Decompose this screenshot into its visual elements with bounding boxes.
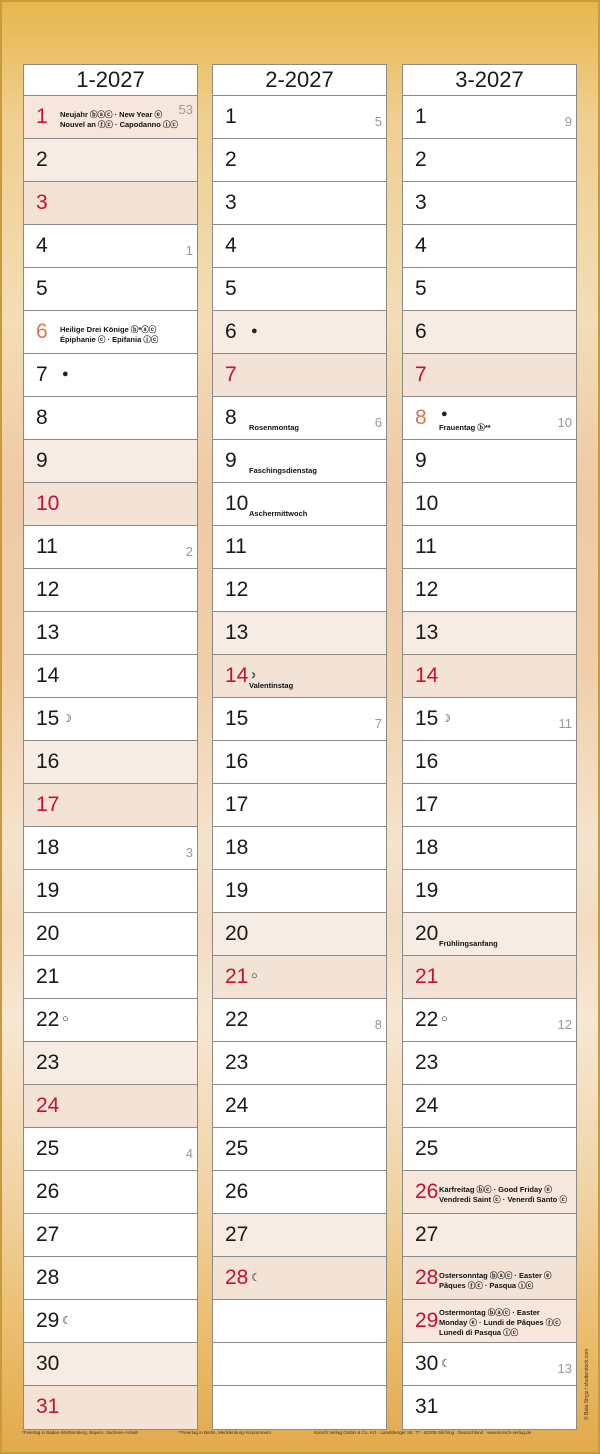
month-title: 2-2027	[213, 65, 386, 96]
holiday-note	[439, 1185, 567, 1205]
day-row	[403, 311, 576, 354]
day-row	[213, 139, 386, 182]
day-number: 5	[225, 277, 237, 300]
moon-phase-icon: ○	[62, 1013, 69, 1025]
week-number: 4	[185, 1146, 193, 1161]
day-row	[403, 1386, 576, 1429]
day-row	[403, 483, 576, 526]
day-number: 2	[225, 148, 237, 171]
day-list	[213, 96, 386, 1429]
day-row	[24, 1042, 197, 1085]
day-row	[403, 182, 576, 225]
month-title: 3-2027	[403, 65, 576, 96]
day-row	[24, 999, 197, 1042]
day-number: 31	[36, 1395, 60, 1418]
moon-phase-icon: ☽	[441, 713, 451, 725]
day-row	[403, 268, 576, 311]
day-number: 7	[415, 363, 427, 386]
holiday-line: Lunedì di Pasqua ⓘⓒ	[439, 1328, 519, 1337]
day-number: 8	[36, 406, 48, 429]
day-row	[24, 1300, 197, 1343]
day-number: 11	[225, 535, 247, 558]
holiday-note	[439, 1308, 561, 1338]
day-number: 4	[36, 234, 48, 257]
footnote-holiday-2: **Feiertag in Berlin, Mecklenburg-Vorpommern	[178, 1430, 272, 1435]
holiday-note	[439, 423, 491, 433]
day-row	[213, 1171, 386, 1214]
day-number: 14	[225, 664, 249, 687]
day-row	[213, 96, 386, 139]
day-row	[213, 483, 386, 526]
day-row	[24, 655, 197, 698]
day-row	[403, 1343, 576, 1386]
holiday-note	[249, 423, 299, 433]
holiday-line: Ostermontag ⓑⓐⓒ · Easter	[439, 1308, 540, 1317]
holiday-note	[249, 466, 317, 476]
day-number: 26	[36, 1180, 60, 1203]
day-row	[24, 1128, 197, 1171]
day-number: 18	[415, 836, 439, 859]
day-number: 18	[225, 836, 249, 859]
day-number: 6	[415, 320, 427, 343]
day-number: 19	[36, 879, 60, 902]
day-row	[213, 311, 386, 354]
moon-phase-icon: ●	[251, 325, 258, 337]
day-row	[24, 956, 197, 999]
day-row	[24, 1085, 197, 1128]
day-row	[213, 354, 386, 397]
day-number: 23	[415, 1051, 439, 1074]
day-row	[403, 655, 576, 698]
day-number: 3	[415, 191, 427, 214]
day-number: 6	[36, 320, 48, 343]
day-row	[24, 96, 197, 139]
day-number: 11	[36, 535, 58, 558]
holiday-line: Ostersonntag ⓑⓐⓒ · Easter ⓔ	[439, 1271, 552, 1280]
holiday-note	[60, 110, 178, 130]
day-row	[213, 827, 386, 870]
day-row	[403, 612, 576, 655]
day-number: 20	[36, 922, 60, 945]
day-number: 12	[36, 578, 60, 601]
day-number: 21	[36, 965, 60, 988]
month-column-january	[23, 64, 198, 1430]
day-row	[24, 913, 197, 956]
moon-phase-icon: ○	[251, 970, 258, 982]
day-row	[403, 827, 576, 870]
day-row	[213, 1343, 386, 1386]
month-column-march	[402, 64, 577, 1430]
moon-phase-icon: ●	[441, 408, 448, 420]
day-row	[213, 698, 386, 741]
day-row	[213, 182, 386, 225]
week-number: 5	[374, 114, 382, 129]
day-number: 19	[415, 879, 439, 902]
day-number: 27	[415, 1223, 439, 1246]
day-number: 12	[225, 578, 249, 601]
day-row	[24, 397, 197, 440]
day-row	[403, 569, 576, 612]
week-number: 6	[374, 415, 382, 430]
day-number: 8	[225, 406, 237, 429]
day-number: 3	[36, 191, 48, 214]
day-row	[213, 741, 386, 784]
week-number: 13	[557, 1361, 572, 1376]
holiday-line: ☽	[249, 671, 256, 680]
day-number: 14	[415, 664, 439, 687]
day-row	[24, 526, 197, 569]
day-number: 24	[225, 1094, 249, 1117]
day-row	[213, 1300, 386, 1343]
day-row	[24, 1257, 197, 1300]
moon-phase-icon: ☾	[251, 1272, 261, 1284]
day-row	[213, 397, 386, 440]
day-row	[213, 1386, 386, 1429]
day-row	[24, 1386, 197, 1429]
day-row	[24, 1214, 197, 1257]
day-row	[213, 784, 386, 827]
day-row	[403, 397, 576, 440]
holiday-note	[249, 509, 307, 519]
photo-credit: © Bata Stryjz / shutterstock.com	[584, 1348, 590, 1420]
day-list	[403, 96, 576, 1429]
day-row	[403, 1085, 576, 1128]
day-number: 16	[36, 750, 60, 773]
holiday-note	[249, 671, 293, 691]
day-number: 1	[225, 105, 237, 128]
holiday-line: Valentinstag	[249, 681, 294, 690]
moon-phase-icon: ○	[441, 1013, 448, 1025]
day-row	[403, 139, 576, 182]
holiday-note	[439, 939, 498, 949]
day-number: 4	[415, 234, 427, 257]
day-number: 15	[225, 707, 249, 730]
day-number: 25	[415, 1137, 439, 1160]
day-number: 9	[415, 449, 427, 472]
day-row	[24, 569, 197, 612]
day-row	[403, 1128, 576, 1171]
week-number: 12	[557, 1017, 572, 1032]
day-number: 7	[36, 363, 48, 386]
day-number: 31	[415, 1395, 439, 1418]
day-row	[403, 225, 576, 268]
day-number: 28	[225, 1266, 249, 1289]
day-row	[403, 698, 576, 741]
day-row	[24, 483, 197, 526]
day-number: 20	[225, 922, 249, 945]
holiday-line: Neujahr ⓑⓐⓒ · New Year ⓔ	[60, 110, 162, 119]
day-number: 26	[415, 1180, 439, 1203]
day-row	[403, 1214, 576, 1257]
day-number: 1	[36, 105, 48, 128]
day-row	[213, 1085, 386, 1128]
day-row	[213, 1042, 386, 1085]
day-row	[403, 1300, 576, 1343]
day-row	[213, 225, 386, 268]
week-number: 9	[564, 114, 572, 129]
day-number: 15	[36, 707, 60, 730]
holiday-line: Faschingsdienstag	[249, 466, 317, 475]
day-row	[213, 569, 386, 612]
day-number: 24	[36, 1094, 60, 1117]
day-number: 28	[415, 1266, 439, 1289]
day-row	[213, 999, 386, 1042]
day-number: 17	[415, 793, 439, 816]
holiday-line: Frauentag ⓑ**	[439, 423, 491, 432]
holiday-line: Vendredi Saint ⓒ · Venerdì Santo ⓒ	[439, 1195, 567, 1204]
holiday-line: Pâques ⓕⓒ · Pasqua ⓘⓒ	[439, 1281, 534, 1290]
holiday-line: Nouvel an ⓕⓒ · Capodanno ⓘⓒ	[60, 120, 178, 129]
day-row	[213, 268, 386, 311]
day-row	[403, 870, 576, 913]
day-row	[403, 354, 576, 397]
day-row	[24, 1171, 197, 1214]
day-list	[24, 96, 197, 1429]
day-number: 27	[36, 1223, 60, 1246]
week-number: 1	[185, 243, 193, 258]
day-number: 30	[415, 1352, 439, 1375]
day-number: 30	[36, 1352, 60, 1375]
day-number: 16	[415, 750, 439, 773]
week-number: 8	[374, 1017, 382, 1032]
day-number: 27	[225, 1223, 249, 1246]
day-number: 23	[225, 1051, 249, 1074]
day-number: 12	[415, 578, 439, 601]
day-row	[213, 440, 386, 483]
day-number: 24	[415, 1094, 439, 1117]
day-number: 28	[36, 1266, 60, 1289]
day-number: 15	[415, 707, 439, 730]
day-number: 19	[225, 879, 249, 902]
holiday-line: Monday ⓔ · Lundi de Pâques ⓕⓒ	[439, 1318, 561, 1327]
day-number: 10	[415, 492, 439, 515]
day-number: 20	[415, 922, 439, 945]
day-row	[403, 741, 576, 784]
day-number: 11	[415, 535, 437, 558]
day-number: 22	[415, 1008, 439, 1031]
day-number: 13	[225, 621, 249, 644]
month-title: 1-2027	[24, 65, 197, 96]
day-number: 5	[415, 277, 427, 300]
day-row	[403, 1042, 576, 1085]
day-row	[24, 268, 197, 311]
day-row	[24, 225, 197, 268]
week-number: 11	[558, 716, 572, 731]
day-number: 22	[36, 1008, 60, 1031]
day-number: 2	[415, 148, 427, 171]
week-number: 3	[185, 845, 193, 860]
day-row	[24, 612, 197, 655]
day-row	[403, 956, 576, 999]
day-number: 5	[36, 277, 48, 300]
day-row	[213, 1214, 386, 1257]
week-number: 7	[374, 716, 382, 731]
day-row	[403, 96, 576, 139]
day-number: 22	[225, 1008, 249, 1031]
moon-phase-icon: ☽	[62, 713, 72, 725]
week-number: 2	[185, 544, 193, 559]
day-row	[213, 870, 386, 913]
day-row	[24, 182, 197, 225]
day-row	[24, 139, 197, 182]
day-number: 13	[415, 621, 439, 644]
day-row	[213, 913, 386, 956]
holiday-line: Rosenmontag	[249, 423, 300, 432]
day-row	[403, 1257, 576, 1300]
day-row	[403, 913, 576, 956]
day-row	[24, 827, 197, 870]
day-row	[213, 655, 386, 698]
day-row	[24, 741, 197, 784]
day-number: 25	[36, 1137, 60, 1160]
holiday-line: Aschermittwoch	[249, 509, 308, 518]
day-number: 29	[36, 1309, 60, 1332]
day-number: 23	[36, 1051, 60, 1074]
holiday-line: Karfreitag ⓑⓒ · Good Friday ⓔ	[439, 1185, 552, 1194]
day-row	[24, 354, 197, 397]
day-number: 29	[415, 1309, 439, 1332]
day-number: 13	[36, 621, 60, 644]
day-number: 26	[225, 1180, 249, 1203]
day-number: 2	[36, 148, 48, 171]
day-number: 10	[225, 492, 249, 515]
moon-phase-icon: ●	[62, 368, 69, 380]
day-row	[24, 311, 197, 354]
publisher-info: Korsch Verlag GmbH & Co. KG · Landsberger Str. 77 · 82205 Gilching · Deutschland · www.korsch-verlag.de	[314, 1430, 532, 1435]
day-row	[403, 526, 576, 569]
holiday-line: Épiphanie ⓒ · Epifania ⓘⓒ	[60, 335, 159, 344]
day-row	[403, 784, 576, 827]
month-column-february	[212, 64, 387, 1430]
day-row	[24, 1343, 197, 1386]
week-number: 53	[178, 102, 193, 117]
week-number: 10	[557, 415, 572, 430]
day-row	[403, 1171, 576, 1214]
day-row	[24, 698, 197, 741]
holiday-line: Frühlingsanfang	[439, 939, 498, 948]
holiday-note	[439, 1271, 552, 1291]
day-row	[213, 1128, 386, 1171]
day-number: 21	[415, 965, 439, 988]
moon-phase-icon: ☾	[441, 1358, 451, 1370]
day-number: 10	[36, 492, 60, 515]
day-number: 16	[225, 750, 249, 773]
day-row	[403, 440, 576, 483]
holiday-line: Heilige Drei Könige ⓑ*ⓐⓒ	[60, 325, 157, 334]
moon-phase-icon: ☾	[62, 1315, 72, 1327]
day-number: 17	[225, 793, 249, 816]
day-number: 25	[225, 1137, 249, 1160]
day-number: 9	[225, 449, 237, 472]
day-number: 8	[415, 406, 427, 429]
day-row	[213, 526, 386, 569]
day-row	[213, 956, 386, 999]
day-number: 6	[225, 320, 237, 343]
day-number: 18	[36, 836, 60, 859]
day-number: 7	[225, 363, 237, 386]
day-row	[24, 784, 197, 827]
day-row	[403, 999, 576, 1042]
day-row	[213, 612, 386, 655]
day-number: 17	[36, 793, 60, 816]
holiday-note	[60, 325, 158, 345]
day-number: 4	[225, 234, 237, 257]
day-number: 14	[36, 664, 60, 687]
day-row	[24, 440, 197, 483]
day-row	[213, 1257, 386, 1300]
day-number: 1	[415, 105, 427, 128]
footnote-holiday-1: *Feiertag in Baden-Württemberg, Bayern, Sachsen-Anhalt	[22, 1430, 138, 1435]
day-number: 21	[225, 965, 249, 988]
day-number: 3	[225, 191, 237, 214]
day-row	[24, 870, 197, 913]
day-number: 9	[36, 449, 48, 472]
